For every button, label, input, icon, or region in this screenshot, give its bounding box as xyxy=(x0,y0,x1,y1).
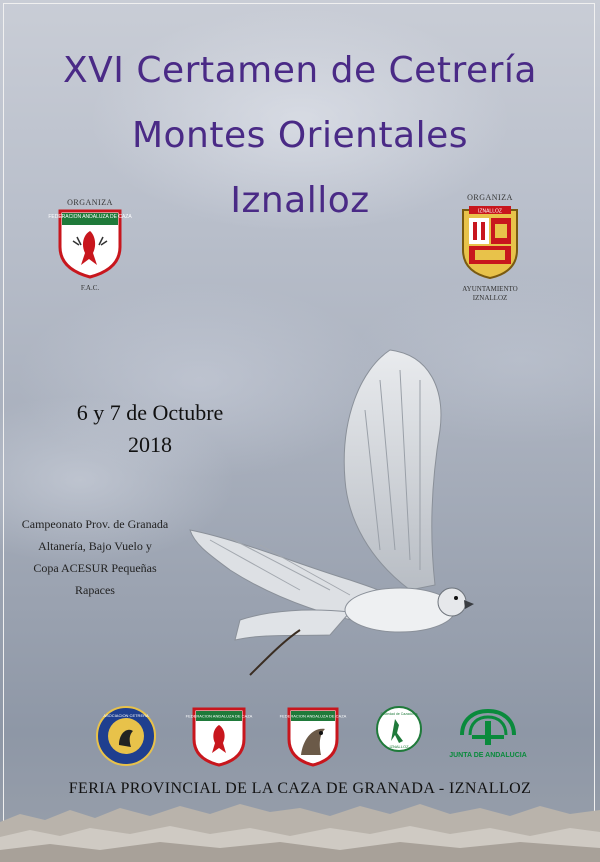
poster-title-line3: Iznalloz xyxy=(230,180,370,221)
organizer-ayuntamiento-caption1: AYUNTAMIENTO xyxy=(462,285,518,293)
organizer-fac-caption: F.A.C. xyxy=(80,284,100,292)
sponsor-logos xyxy=(0,705,600,765)
federacion-seleccion-text: FEDERACION ANDALUZA DE CAZA xyxy=(185,713,253,719)
event-date: 6 y 7 de Octubre xyxy=(76,400,224,425)
federacion-seleccion-logo-icon xyxy=(185,705,253,767)
fac-shield-icon xyxy=(48,207,132,279)
organizer-fac xyxy=(48,198,132,293)
iznalloz-shield-text: IZNALLOZ xyxy=(478,208,502,215)
championship-info xyxy=(10,513,180,601)
sociedad-cazadores-top-text: Sociedad de Cazadores xyxy=(380,712,418,716)
sociedad-cazadores-logo-icon xyxy=(375,705,423,753)
federacion-cetreria-logo-icon xyxy=(279,705,347,767)
championship-line3: Copa ACESUR Pequeñas xyxy=(33,561,157,575)
falcon-image xyxy=(180,340,480,690)
organizer-ayuntamiento xyxy=(455,193,525,303)
event-year: 2018 xyxy=(128,432,172,457)
poster-footer: FERIA PROVINCIAL DE LA CAZA DE GRANADA - IZNALLOZ xyxy=(68,780,532,797)
junta-andalucia-text: JUNTA DE ANDALUCIA xyxy=(449,752,527,759)
championship-line2: Altanería, Bajo Vuelo y xyxy=(38,539,152,553)
asociacion-cetrera-text: ASOCIACION CETRERA xyxy=(103,713,149,718)
organizer-ayuntamiento-label: ORGANIZA xyxy=(467,193,513,202)
championship-line1: Campeonato Prov. de Granada xyxy=(21,517,169,531)
rocky-landscape-image xyxy=(0,792,600,862)
organizer-ayuntamiento-caption2: IZNALLOZ xyxy=(472,294,508,302)
iznalloz-coat-of-arms-icon xyxy=(455,202,525,280)
asociacion-cetrera-logo-icon xyxy=(95,705,157,767)
organizer-fac-label: ORGANIZA xyxy=(67,198,113,207)
sociedad-cazadores-bottom-text: IZNALLOZ xyxy=(389,744,409,749)
poster-title-line2: Montes Orientales xyxy=(131,115,469,156)
federacion-cetreria-text: FEDERACION ANDALUZA DE CAZA xyxy=(279,713,347,719)
poster-title-line1: XVI Certamen de Cetrería xyxy=(63,50,537,91)
junta-andalucia-logo-icon xyxy=(449,705,527,763)
fac-shield-text: FEDERACION ANDALUZA DE CAZA xyxy=(48,214,132,220)
championship-line4: Rapaces xyxy=(75,583,115,597)
